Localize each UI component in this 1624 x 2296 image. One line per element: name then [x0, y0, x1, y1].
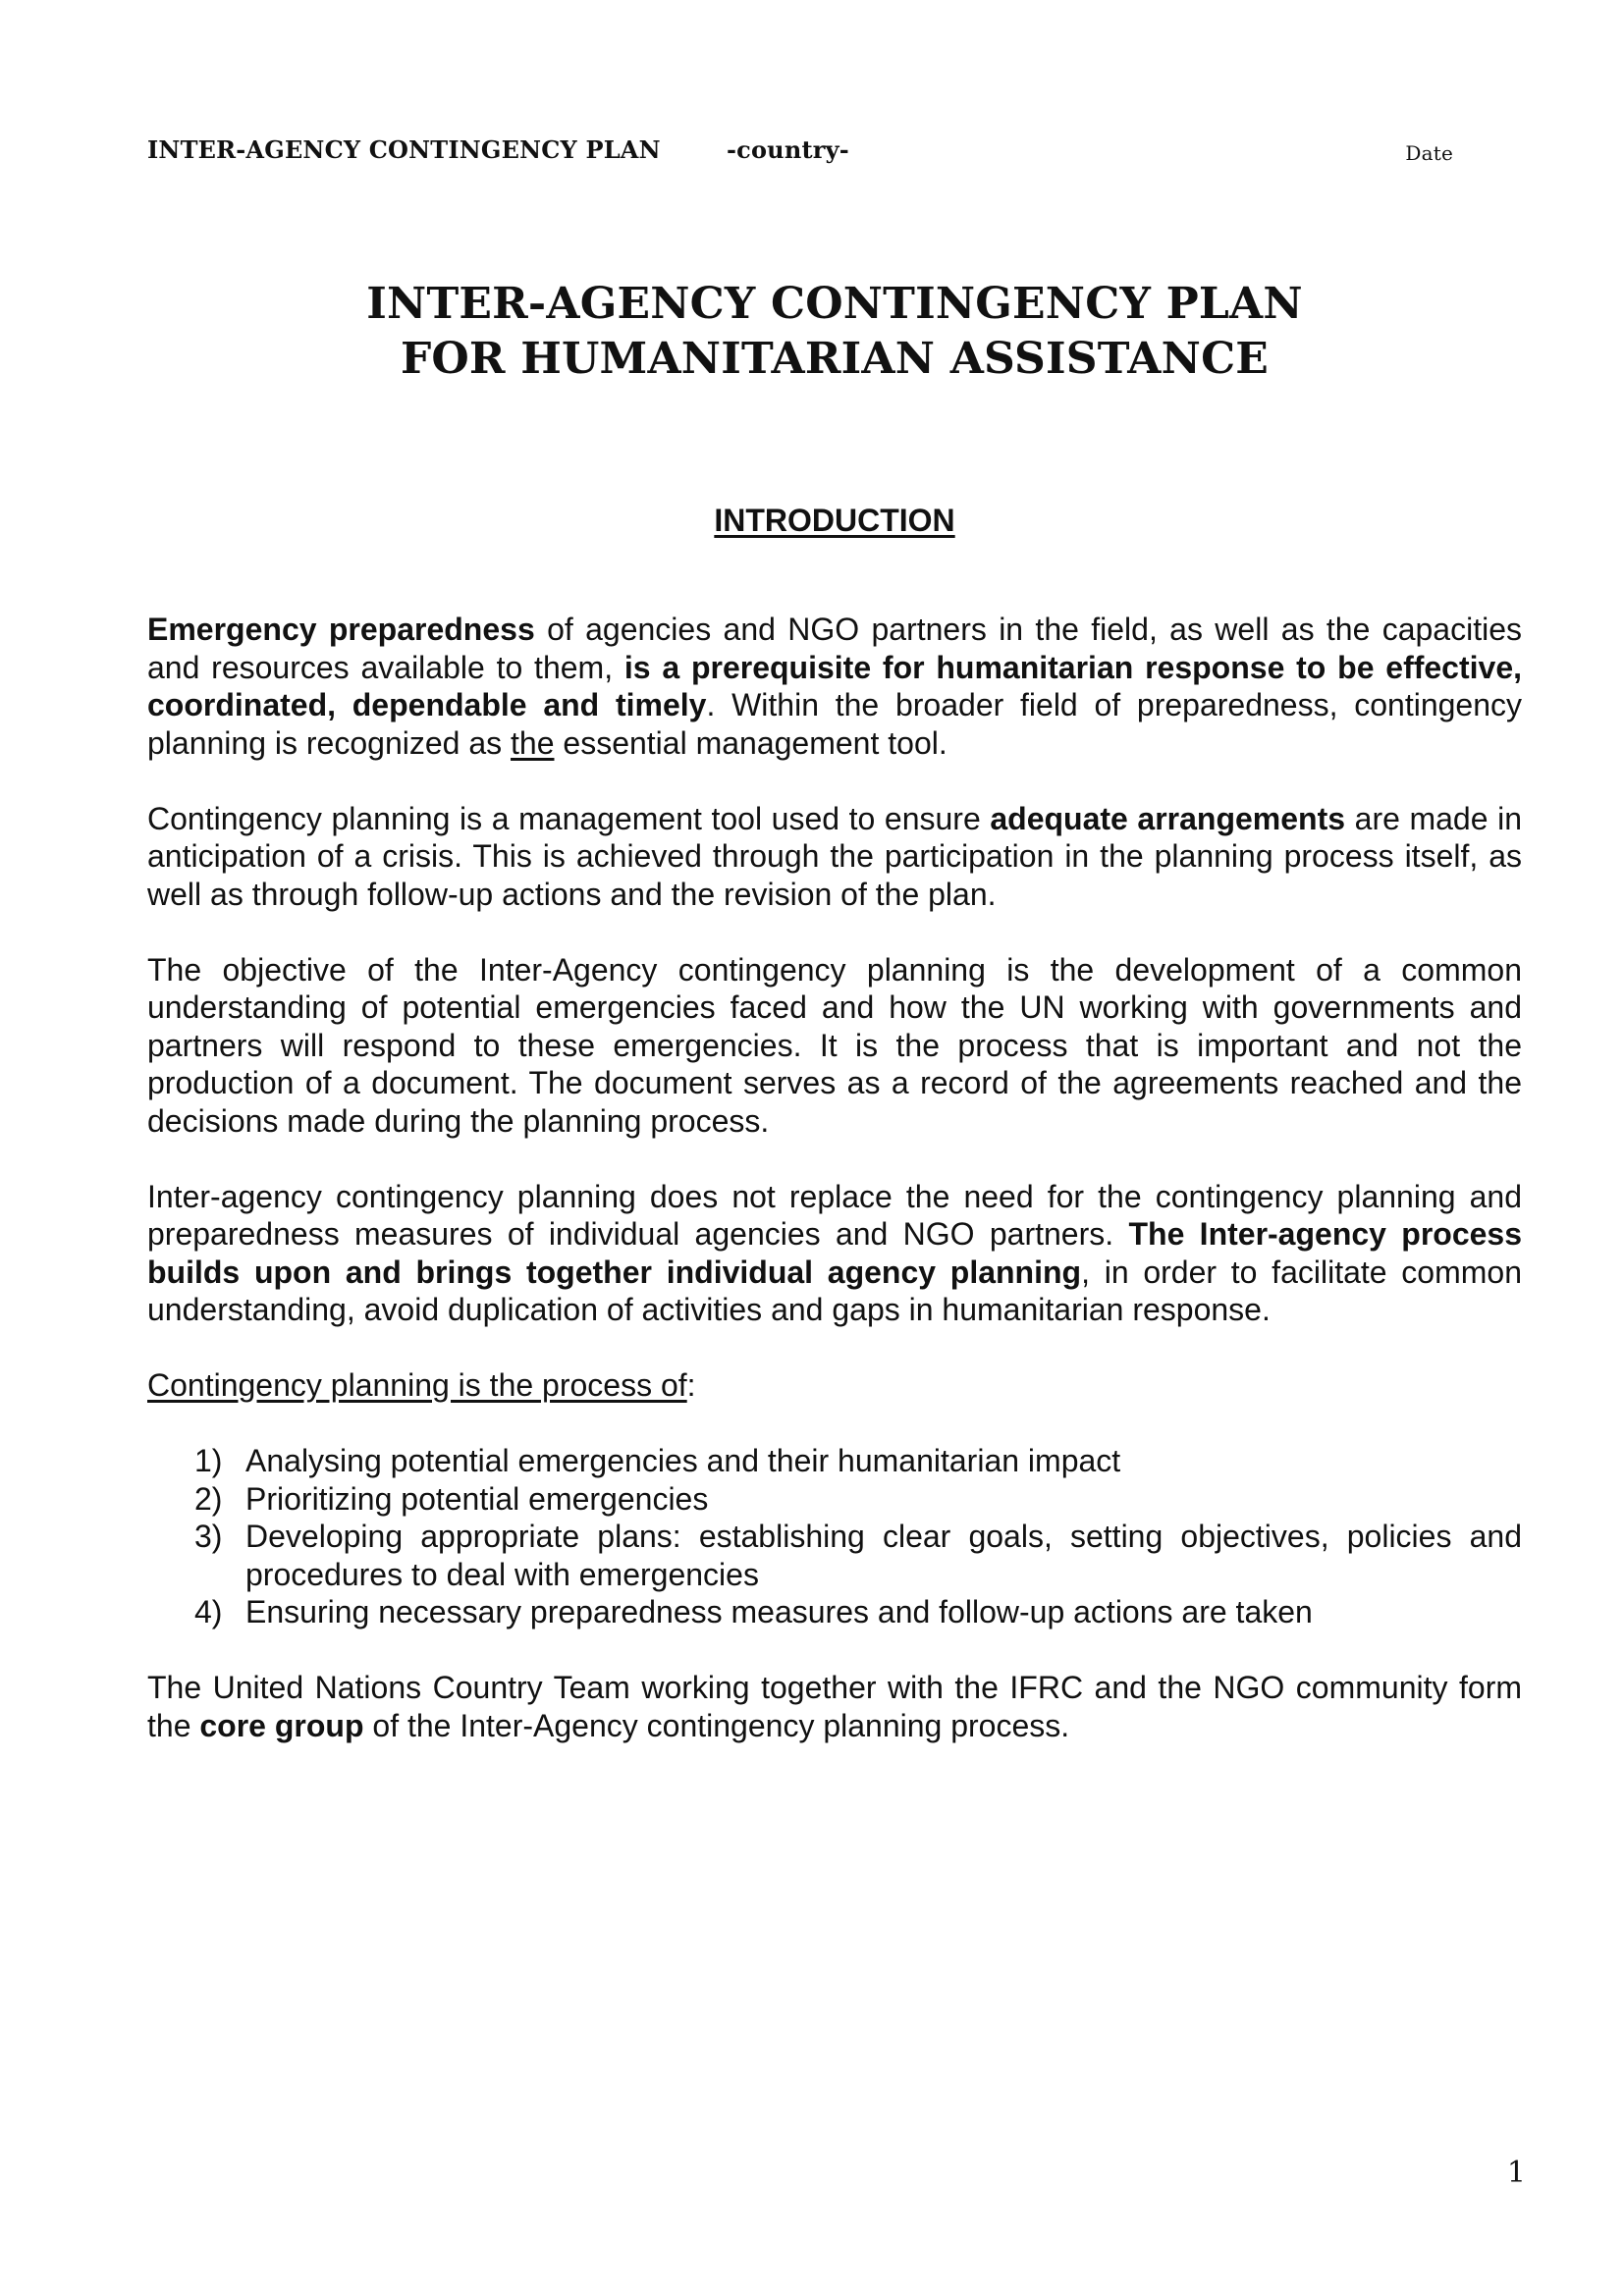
list-item: [147, 1593, 1522, 1631]
paragraph-emergency-preparedness: [147, 611, 1522, 762]
list-item-text: Prioritizing potential emergencies: [245, 1480, 709, 1517]
text-run: of the Inter-Agency contingency planning process.: [363, 1707, 1070, 1743]
list-item-number: 1): [194, 1443, 223, 1478]
underlined-phrase: Contingency planning is the process of: [147, 1367, 687, 1403]
text-run: are made in anticipation of a crisis. This is achieved through the participation in the planning process itself, as well as through follow-up actions and the revision of the plan.: [147, 800, 1523, 912]
text-run: , in order to facilitate common understanding, avoid duplication of activities and gaps in humanitarian response.: [147, 1254, 1523, 1327]
text-run: essential management tool.: [554, 724, 947, 761]
underlined-word: the: [511, 724, 555, 761]
introduction-body: [147, 611, 1522, 1783]
text-run: . Within the broader field of preparedness, contingency planning is recognized as: [147, 687, 1523, 761]
list-item: [147, 1442, 1522, 1480]
list-item: [147, 1518, 1522, 1593]
list-item-number: 3): [194, 1519, 223, 1554]
bold-phrase: core group: [199, 1707, 364, 1743]
header-title: INTER-AGENCY CONTINGENCY PLAN: [147, 135, 661, 164]
section-heading-introduction: INTRODUCTION: [714, 503, 955, 538]
list-item-text: Developing appropriate plans: establishing clear goals, setting objectives, policies and procedures to deal with emergencies: [245, 1519, 1522, 1592]
paragraph-individual-agencies: [147, 1178, 1522, 1329]
paragraph-objective: The objective of the Inter-Agency contingency planning is the development of a common understanding of potential emergencies faced and how the UN working with governments and partners will respond to these emergencies. It is the process that is important and not the production of a document. The document serves as a record of the agreements reached and the decisions made during the planning process.: [147, 951, 1522, 1139]
text-run: of agencies and NGO partners in the field, as well as the capacities and resources available to them,: [147, 612, 1523, 685]
page-number: 1: [1506, 2156, 1526, 2190]
text-run: Inter-agency contingency planning does not replace the need for the contingency planning and preparedness measures of individual agencies and NGO partners.: [147, 1178, 1522, 1252]
document-title-line-1: INTER-AGENCY CONTINGENCY PLAN: [366, 279, 1303, 329]
header-country: -country-: [727, 135, 849, 164]
document-title: [147, 277, 1522, 387]
list-item-number: 4): [194, 1594, 223, 1629]
list-item: [147, 1480, 1522, 1519]
text-run: :: [686, 1367, 696, 1403]
text-run: Contingency planning is a management tool used to ensure: [147, 800, 991, 836]
bold-phrase: Emergency preparedness: [147, 612, 535, 647]
list-item-text: Analysing potential emergencies and their humanitarian impact: [245, 1443, 1121, 1478]
paragraph-management-tool: [147, 800, 1522, 914]
list-item-text: Ensuring necessary preparedness measures and follow-up actions are taken: [245, 1594, 1313, 1629]
document-title-line-2: FOR HUMANITARIAN ASSISTANCE: [400, 334, 1270, 384]
process-list: [147, 1442, 1522, 1631]
bold-phrase: is a prerequisite for humanitarian response to be effective, coordinated, dependable and timely: [147, 649, 1523, 722]
list-item-number: 2): [194, 1480, 223, 1517]
bold-phrase: The Inter-agency process builds upon and brings together individual agency planning: [147, 1216, 1523, 1290]
text-run: The United Nations Country Team working together with the IFRC and the NGO community form the: [147, 1670, 1522, 1743]
paragraph-process-lead-in: [147, 1366, 1522, 1405]
bold-phrase: adequate arrangements: [990, 800, 1346, 836]
header-date: Date: [1405, 141, 1453, 165]
running-header: [147, 135, 1453, 175]
paragraph-core-group: [147, 1669, 1522, 1744]
